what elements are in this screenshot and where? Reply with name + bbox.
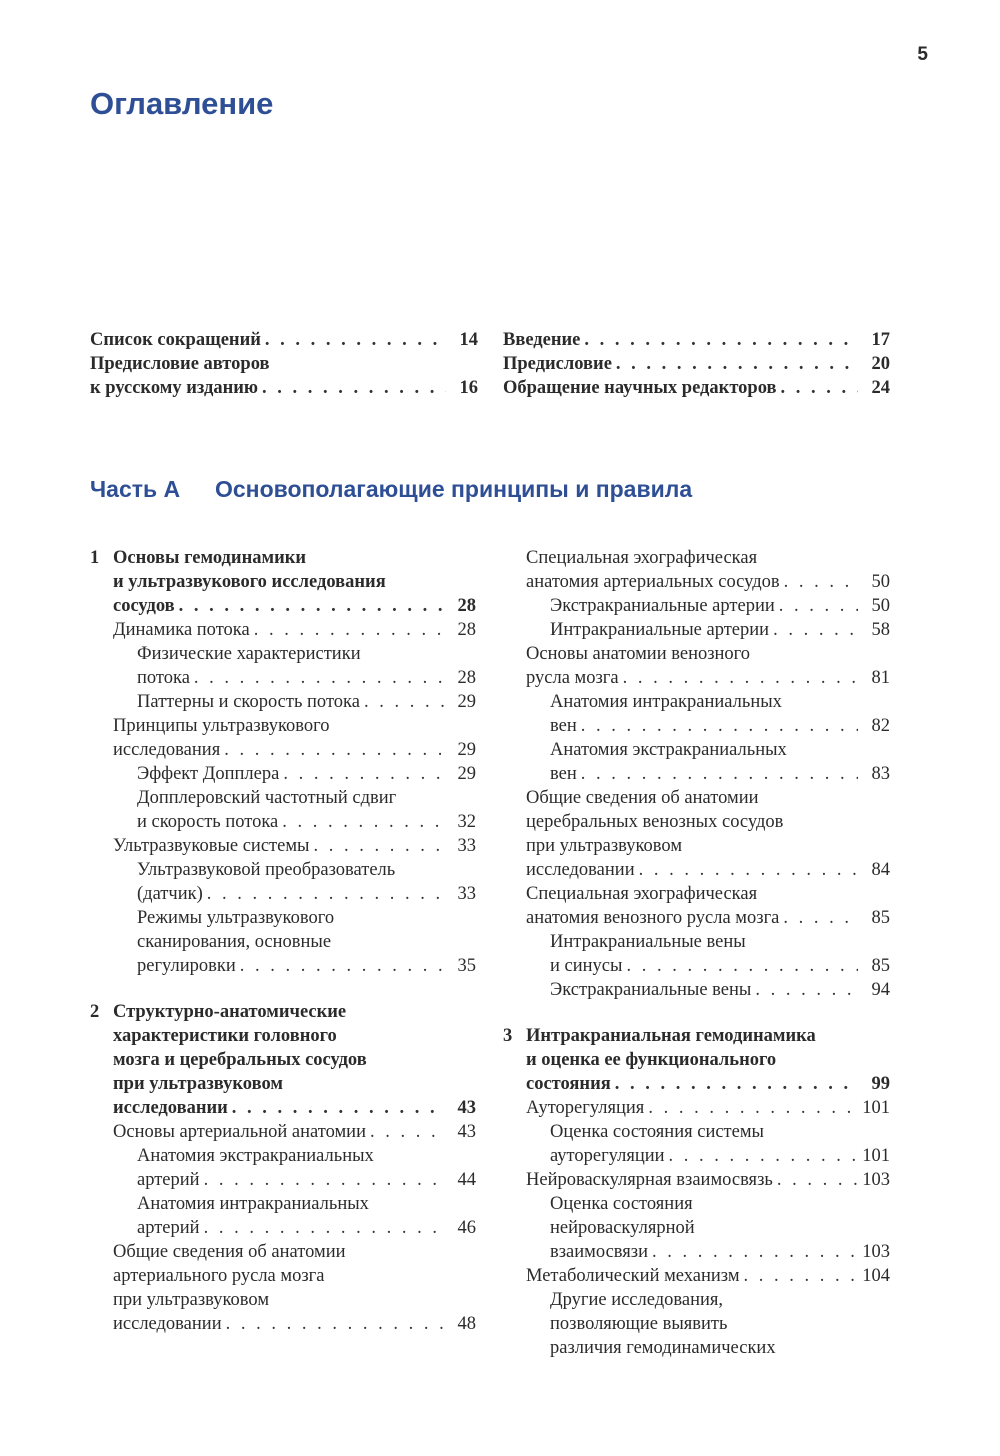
toc-entry[interactable]: Ауторегуляция . . . 101 (503, 1096, 890, 1120)
toc-entry[interactable]: Общие сведения об анатомии артериального русла мозга при ультразвуковом исследовании . . . 48 (90, 1240, 476, 1336)
toc-entry[interactable]: Список сокращений . . . 14 (90, 328, 478, 352)
chapter-3-entry[interactable]: 3 Интракраниальная гемодинамика и оценка ее функционального состояния . . . 99 (503, 1024, 890, 1096)
toc-entry[interactable]: Экстракраниальные вены . . . 94 (503, 978, 890, 1002)
toc-entry[interactable]: Оценка состояния нейроваскулярной взаимосвязи . . . 103 (503, 1192, 890, 1264)
toc-entry[interactable]: Динамика потока . . . 28 (90, 618, 476, 642)
toc-entry[interactable]: Принципы ультразвукового исследования . . . 29 (90, 714, 476, 762)
toc-entry[interactable]: Общие сведения об анатомии церебральных венозных сосудов при ультразвуковом исследовании . . . 84 (503, 786, 890, 882)
toc-entry[interactable]: Паттерны и скорость потока . . . 29 (90, 690, 476, 714)
chapter-number: 2 (90, 1002, 100, 1022)
toc-entry[interactable]: Анатомия интракраниальных вен . . . 82 (503, 690, 890, 738)
toc-entry[interactable]: Экстракраниальные артерии . . . 50 (503, 594, 890, 618)
chapter-number: 3 (503, 1026, 513, 1046)
toc-entry[interactable]: Метаболический механизм . . . 104 (503, 1264, 890, 1288)
part-title: Основополагающие принципы и правила (215, 476, 693, 502)
toc-entry[interactable]: Основы артериальной анатомии . . . 43 (90, 1120, 476, 1144)
toc-entry[interactable]: Предисловие авторов к русскому изданию . . . 16 (90, 352, 478, 400)
toc-entry[interactable]: Анатомия экстракраниальных артерий . . . 44 (90, 1144, 476, 1192)
toc-entry[interactable]: Введение . . . 17 (503, 328, 890, 352)
page-number: 5 (917, 44, 928, 65)
chapter-number: 1 (90, 548, 100, 568)
toc-entry[interactable]: Интракраниальные вены и синусы . . . 85 (503, 930, 890, 978)
toc-entry[interactable]: Основы анатомии венозного русла мозга . . . 81 (503, 642, 890, 690)
toc-entry[interactable]: Специальная эхографическая анатомия венозного русла мозга . . . 85 (503, 882, 890, 930)
toc-entry[interactable]: Эффект Допплера . . . 29 (90, 762, 476, 786)
toc-entry[interactable]: Другие исследования, позволяющие выявить различия гемодинамических (550, 1290, 776, 1358)
toc-entry[interactable]: Интракраниальные артерии . . . 58 (503, 618, 890, 642)
toc-entry[interactable]: Физические характеристики потока . . . 28 (90, 642, 476, 690)
toc-right-column (503, 546, 890, 1360)
toc-entry[interactable]: Анатомия интракраниальных артерий . . . 46 (90, 1192, 476, 1240)
toc-entry[interactable]: Допплеровский частотный сдвиг и скорость потока . . . 32 (90, 786, 476, 834)
toc-left-column (90, 546, 476, 1336)
toc-entry[interactable]: Предисловие . . . 20 (503, 352, 890, 376)
toc-entry[interactable]: Нейроваскулярная взаимосвязь . . . 103 (503, 1168, 890, 1192)
toc-entry[interactable]: Специальная эхографическая анатомия артериальных сосудов . . . 50 (503, 546, 890, 594)
part-heading (90, 476, 692, 503)
toc-entry[interactable]: Обращение научных редакторов . . . 24 (503, 376, 890, 400)
front-matter-right (503, 328, 890, 400)
page-title: Оглавление (90, 86, 274, 121)
front-matter-left (90, 328, 478, 400)
toc-entry[interactable]: Ультразвуковые системы . . . 33 (90, 834, 476, 858)
toc-entry[interactable]: Режимы ультразвукового сканирования, основные регулировки . . . 35 (90, 906, 476, 978)
chapter-2-entry[interactable]: 2 Структурно-анатомические характеристики головного мозга и церебральных сосудов при ультразвуковом исследовании . . . 43 (90, 1000, 476, 1120)
toc-entry[interactable]: Анатомия экстракраниальных вен . . . 83 (503, 738, 890, 786)
chapter-1-entry[interactable]: 1 Основы гемодинамики и ультразвукового исследования сосудов . . . 28 (90, 546, 476, 618)
toc-entry[interactable]: Оценка состояния системы ауторегуляции . . . 101 (503, 1120, 890, 1168)
part-number: Часть А (90, 476, 181, 502)
toc-entry[interactable]: Ультразвуковой преобразователь (датчик) . . . 33 (90, 858, 476, 906)
